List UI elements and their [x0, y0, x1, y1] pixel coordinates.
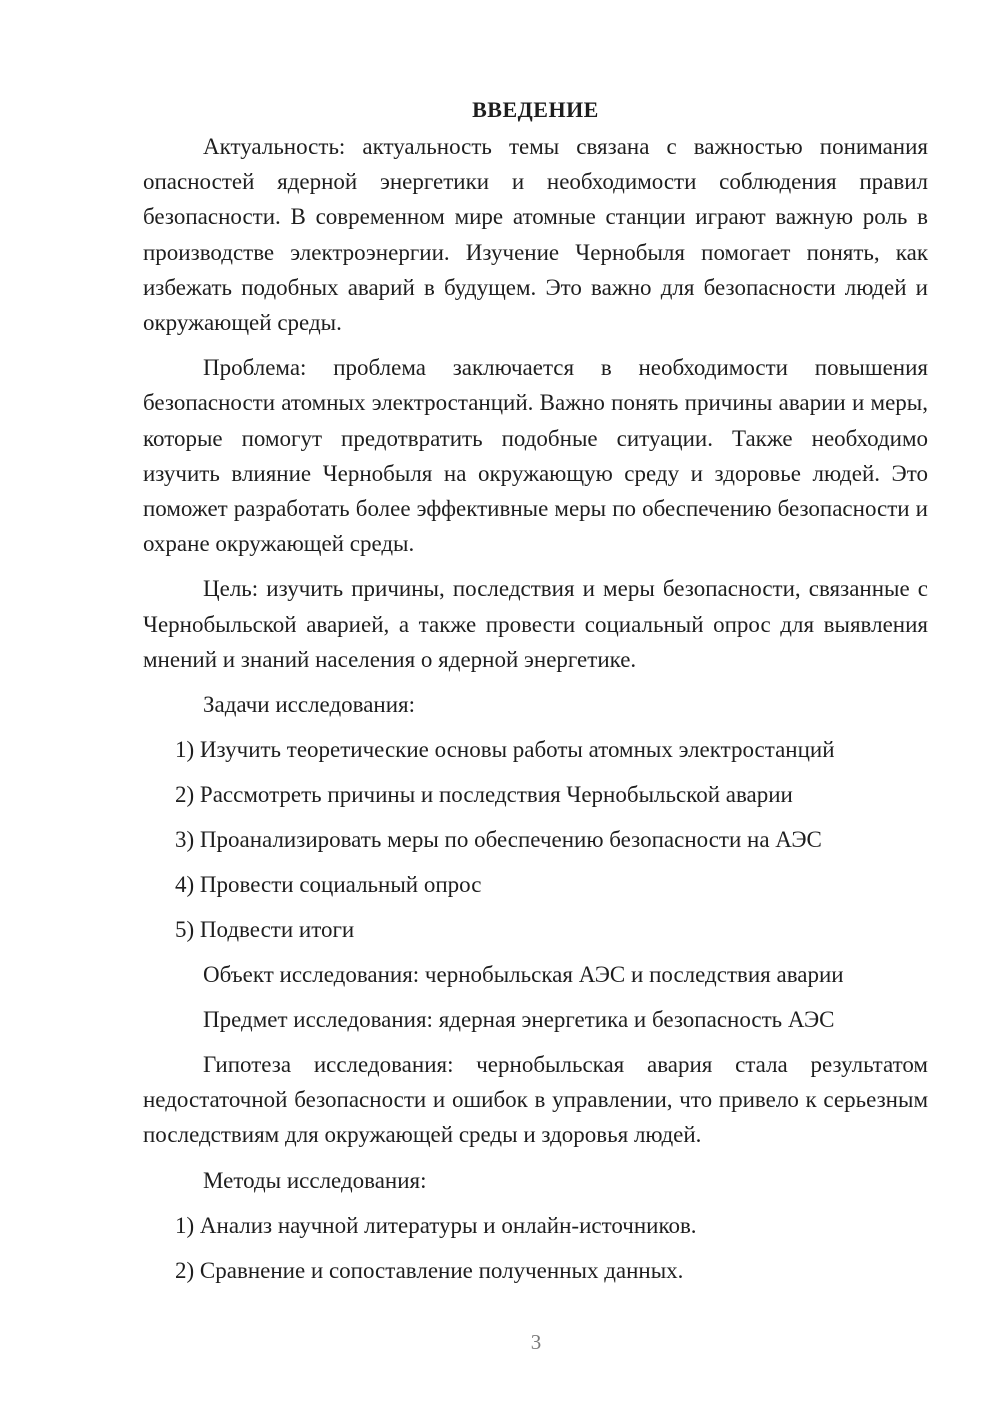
task-item: 3) Проанализировать меры по обеспечению безопасности на АЭС — [175, 827, 822, 853]
problem-paragraph: Проблема: проблема заключается в необходимости повышения безопасности атомных электростанций. Важно понять причины аварии и меры, которые помогут предотвратить подобные ситуации. Также необходимо изучить влияние Чернобыля на окружающую среду и здоровье людей. Это поможет разработать более эффективные меры по обеспечению безопасности и охране окружающей среды. — [143, 355, 928, 557]
task-item: 5) Подвести итоги — [175, 917, 355, 943]
tasks-heading: Задачи исследования: — [203, 692, 416, 718]
task-item: 1) Изучить теоретические основы работы атомных электростанций — [175, 737, 835, 763]
research-object: Объект исследования: чернобыльская АЭС и последствия аварии — [203, 962, 844, 988]
methods-heading: Методы исследования: — [203, 1167, 427, 1193]
task-item: 2) Рассмотреть причины и последствия Чернобыльской аварии — [175, 782, 793, 808]
research-subject: Предмет исследования: ядерная энергетика и безопасность АЭС — [203, 1007, 835, 1033]
goal-paragraph: Цель: изучить причины, последствия и меры безопасности, связанные с Чернобыльской аварией, а также провести социальный опрос для выявления мнений и знаний населения о ядерной энергетике. — [143, 576, 928, 672]
method-item: 2) Сравнение и сопоставление полученных данных. — [175, 1257, 684, 1283]
tasks-list — [143, 732, 928, 947]
page-content — [143, 93, 928, 1298]
task-item: 4) Провести социальный опрос — [175, 872, 482, 898]
relevance-paragraph: Актуальность: актуальность темы связана с важностью понимания опасностей ядерной энергетики и необходимости соблюдения правил безопасности. В современном мире атомные станции играют важную роль в производстве электроэнергии. Изучение Чернобыля помогает понять, как избежать подобных аварий в будущем. Это важно для безопасности людей и окружающей среды. — [143, 134, 928, 336]
method-item: 1) Анализ научной литературы и онлайн-источников. — [175, 1212, 697, 1238]
methods-list — [143, 1208, 928, 1288]
page-number: 3 — [530, 1330, 542, 1354]
page-title: ВВЕДЕНИЕ — [472, 97, 599, 122]
hypothesis-paragraph: Гипотеза исследования: чернобыльская авария стала результатом недостаточной безопасности и ошибок в управлении, что привело к серьезным последствиям для окружающей среды и здоровья людей. — [143, 1052, 928, 1148]
